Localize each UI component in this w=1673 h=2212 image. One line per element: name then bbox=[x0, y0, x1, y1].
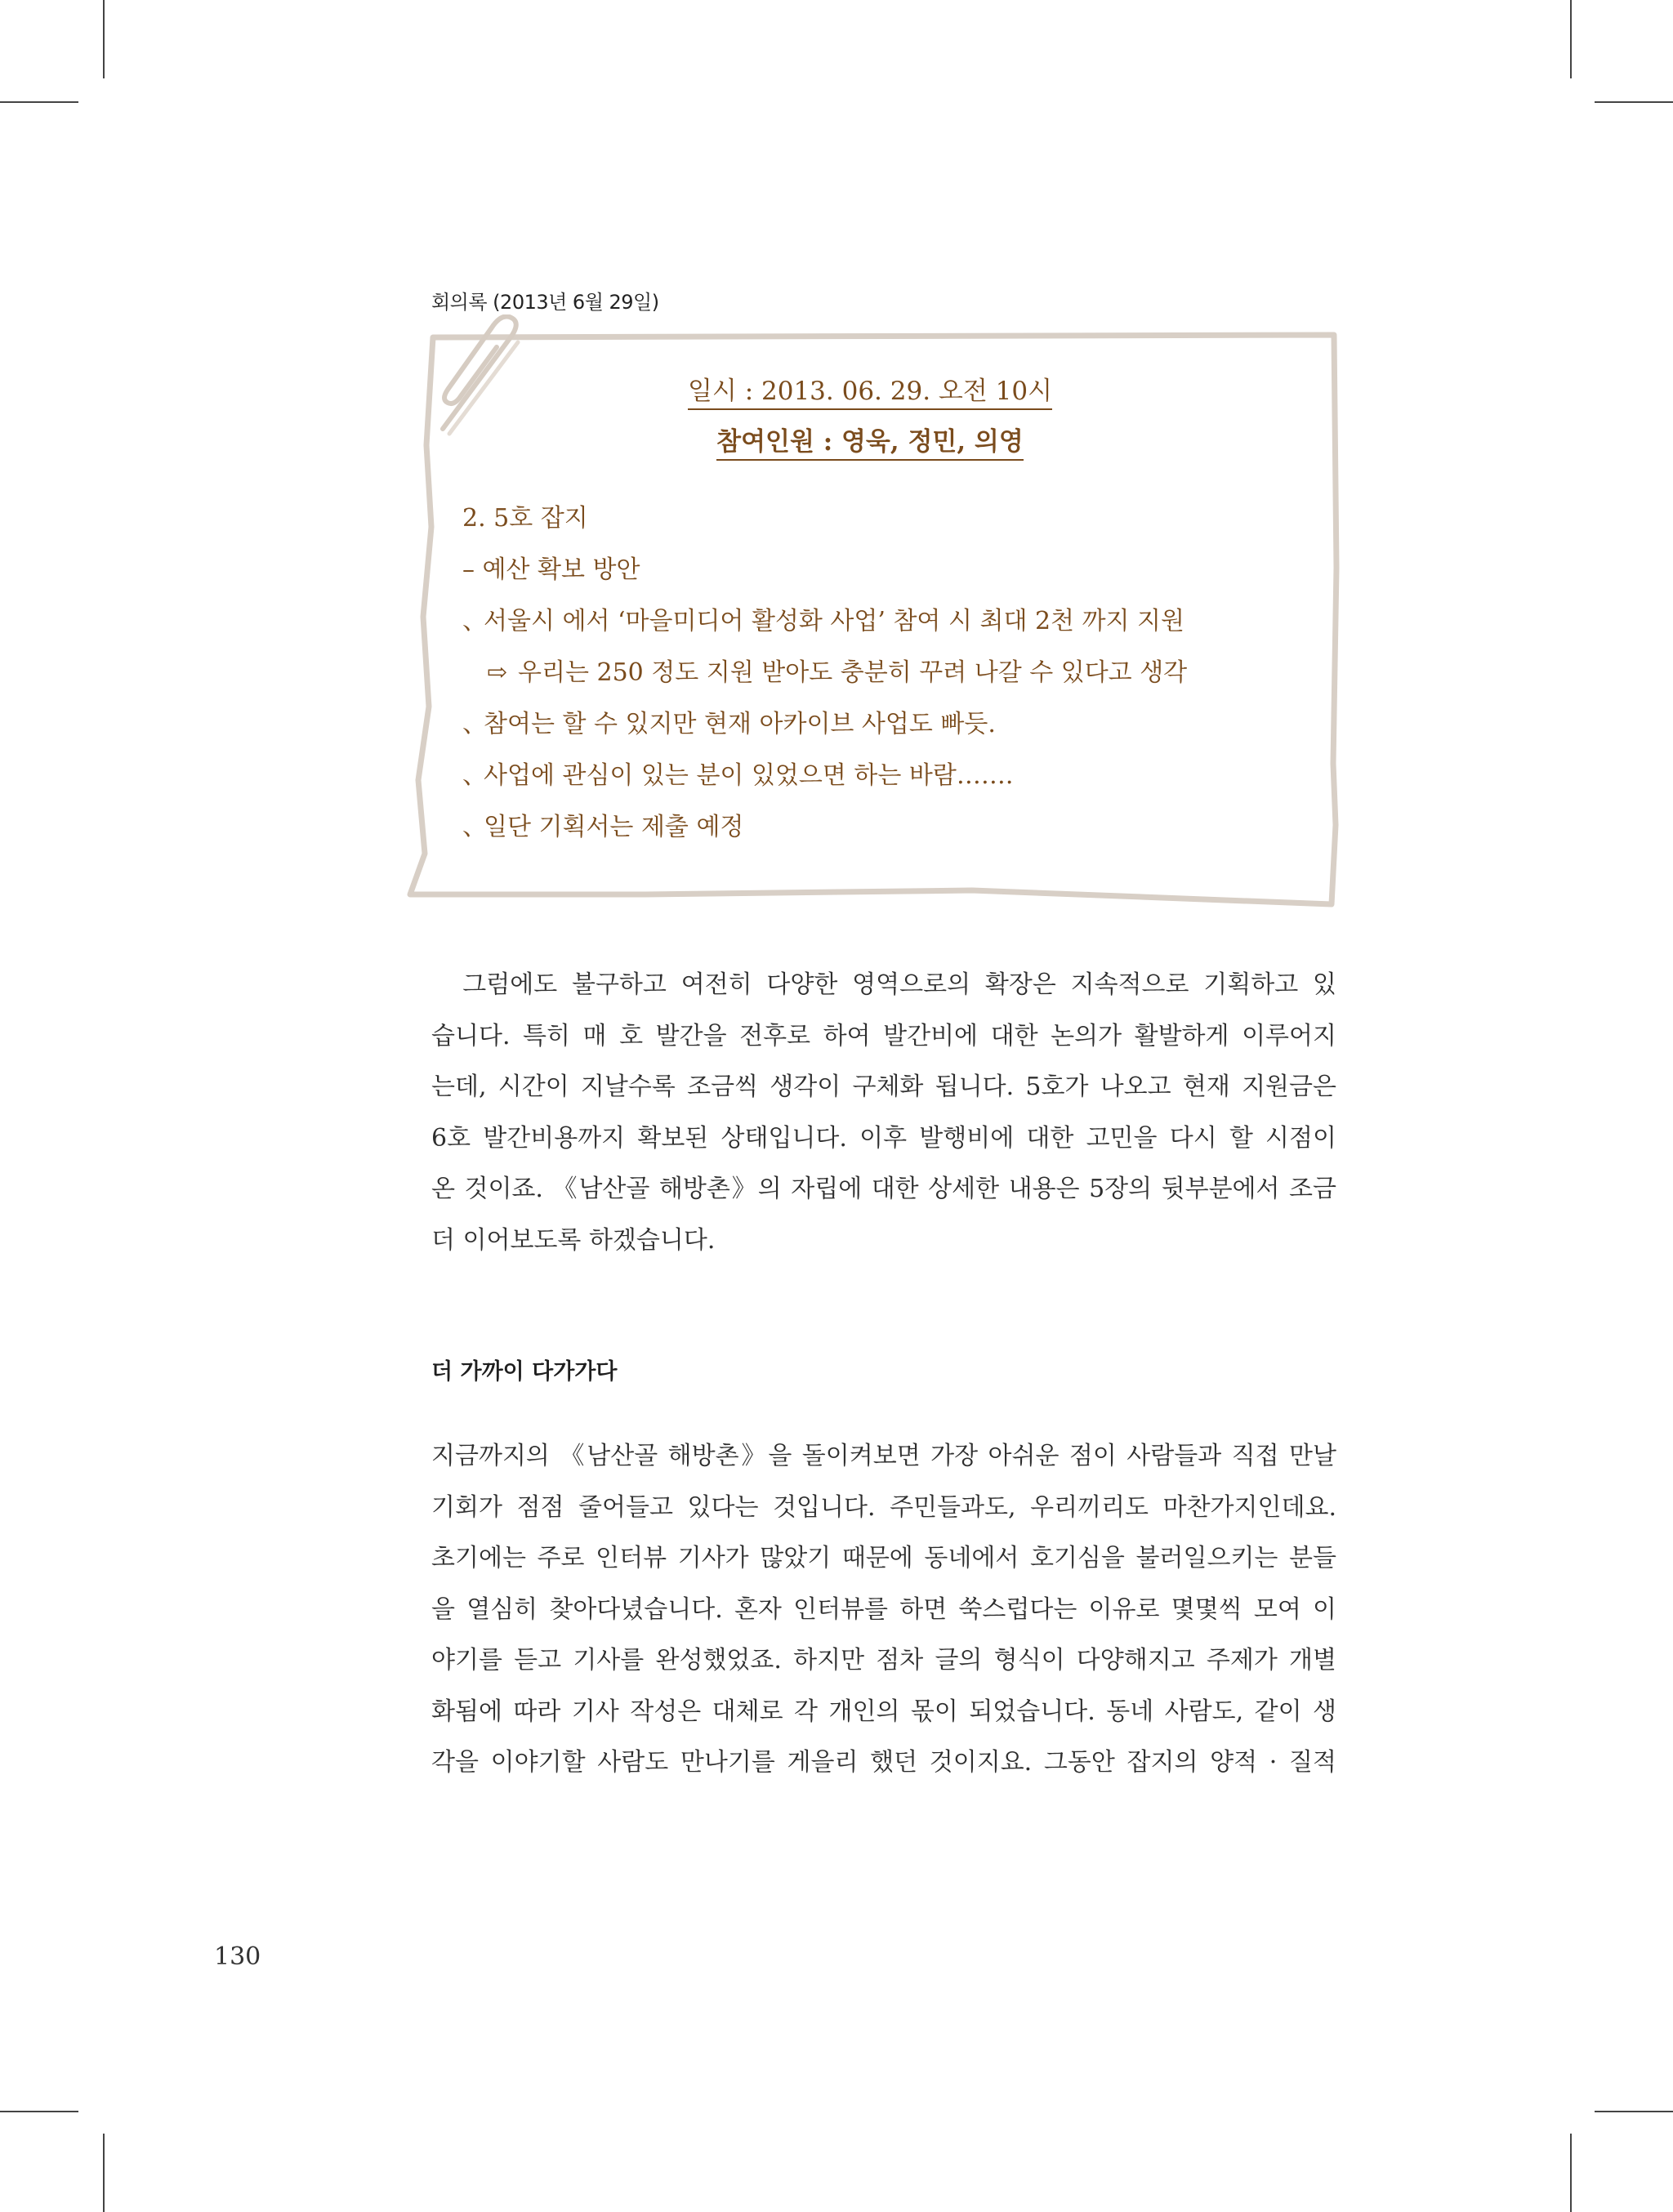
memo-item: 、참여는 할 수 있지만 현재 아카이브 사업도 빠듯. bbox=[462, 698, 1187, 750]
page-number: 130 bbox=[214, 1942, 261, 1971]
crop-mark-top-left-horizontal bbox=[0, 101, 78, 103]
crop-mark-bottom-right-vertical bbox=[1570, 2134, 1572, 2212]
crop-mark-bottom-left-horizontal bbox=[0, 2111, 78, 2112]
text-line: 화됨에 따라 기사 작성은 대체로 각 개인의 몫이 되었습니다. 동네 사람도, 같이 생 bbox=[431, 1697, 1336, 1726]
crop-mark-bottom-left-vertical bbox=[103, 2134, 105, 2212]
crop-mark-top-left-vertical bbox=[103, 0, 105, 78]
memo-attendees-line: 참여인원 : 영욱, 정민, 의영 bbox=[400, 421, 1340, 457]
memo-item: 、사업에 관심이 있는 분이 있었으면 하는 바람……. bbox=[462, 750, 1187, 801]
memo-item: ⇨ 우리는 250 정도 지원 받아도 충분히 꾸려 나갈 수 있다고 생각 bbox=[462, 647, 1187, 698]
memo-bullet: 、 bbox=[462, 761, 487, 790]
text-line: 온 것이죠. 《남산골 해방촌》의 자립에 대한 상세한 내용은 5장의 뒷부분에서 조금 bbox=[431, 1175, 1336, 1203]
text-line: 6호 발간비용까지 확보된 상태입니다. 이후 발행비에 대한 고민을 다시 할 시점이 bbox=[431, 1123, 1336, 1153]
memo-bullet: 、 bbox=[462, 710, 487, 738]
text-line: 더 이어보도록 하겠습니다. bbox=[431, 1225, 716, 1255]
crop-mark-top-right-vertical bbox=[1570, 0, 1572, 78]
memo-item: – 예산 확보 방안 bbox=[462, 555, 640, 584]
text-line: 는데, 시간이 지날수록 조금씩 생각이 구체화 됩니다. 5호가 나오고 현재 지원금은 bbox=[431, 1073, 1336, 1101]
arrow-icon: ⇨ bbox=[487, 658, 508, 687]
text-line: 야기를 듣고 기사를 완성했었죠. 하지만 점차 글의 형식이 다양해지고 주제가 개별 bbox=[431, 1646, 1336, 1675]
text-line: 을 열심히 찾아다녔습니다. 혼자 인터뷰를 하면 쑥스럽다는 이유로 몇몇씩 모여 이 bbox=[431, 1594, 1336, 1624]
text-line: 습니다. 특히 매 호 발간을 전후로 하여 발간비에 대한 논의가 활발하게 이루어지 bbox=[431, 1021, 1336, 1050]
section-heading: 더 가까이 다가가다 bbox=[431, 1359, 618, 1385]
text-line: 초기에는 주로 인터뷰 기사가 많았기 때문에 동네에서 호기심을 불러일으키는 분들 bbox=[431, 1544, 1336, 1572]
memo-item-list bbox=[462, 493, 1187, 853]
memo-item: 、일단 기획서는 제출 예정 bbox=[462, 801, 1187, 853]
body-paragraph-1 bbox=[431, 960, 1336, 1266]
memo-bullet: 、 bbox=[462, 813, 487, 841]
text-line: 기회가 점점 줄어들고 있다는 것입니다. 주민들과도, 우리끼리도 마찬가지인데요. bbox=[431, 1492, 1336, 1522]
memo-date-line: 일시 : 2013. 06. 29. 오전 10시 bbox=[400, 370, 1340, 407]
crop-mark-bottom-right-horizontal bbox=[1595, 2111, 1673, 2112]
meeting-memo-note bbox=[400, 323, 1340, 911]
text-line: 그럼에도 불구하고 여전히 다양한 영역으로의 확장은 지속적으로 기획하고 있 bbox=[431, 970, 1336, 999]
memo-item: 2. 5호 잡지 bbox=[462, 504, 588, 533]
memo-caption: 회의록 (2013년 6월 29일) bbox=[431, 291, 659, 314]
text-line: 각을 이야기할 사람도 만나기를 게을리 했던 것이지요. 그동안 잡지의 양적 · 질적 bbox=[431, 1748, 1336, 1777]
memo-item: 、서울시 에서 ‘마을미디어 활성화 사업’ 참여 시 최대 2천 까지 지원 bbox=[462, 595, 1187, 647]
body-paragraph-2 bbox=[431, 1431, 1336, 1789]
text-line: 지금까지의 《남산골 해방촌》을 돌이켜보면 가장 아쉬운 점이 사람들과 직접 만날 bbox=[431, 1442, 1336, 1470]
crop-mark-top-right-horizontal bbox=[1595, 101, 1673, 103]
memo-bullet: 、 bbox=[462, 607, 487, 636]
